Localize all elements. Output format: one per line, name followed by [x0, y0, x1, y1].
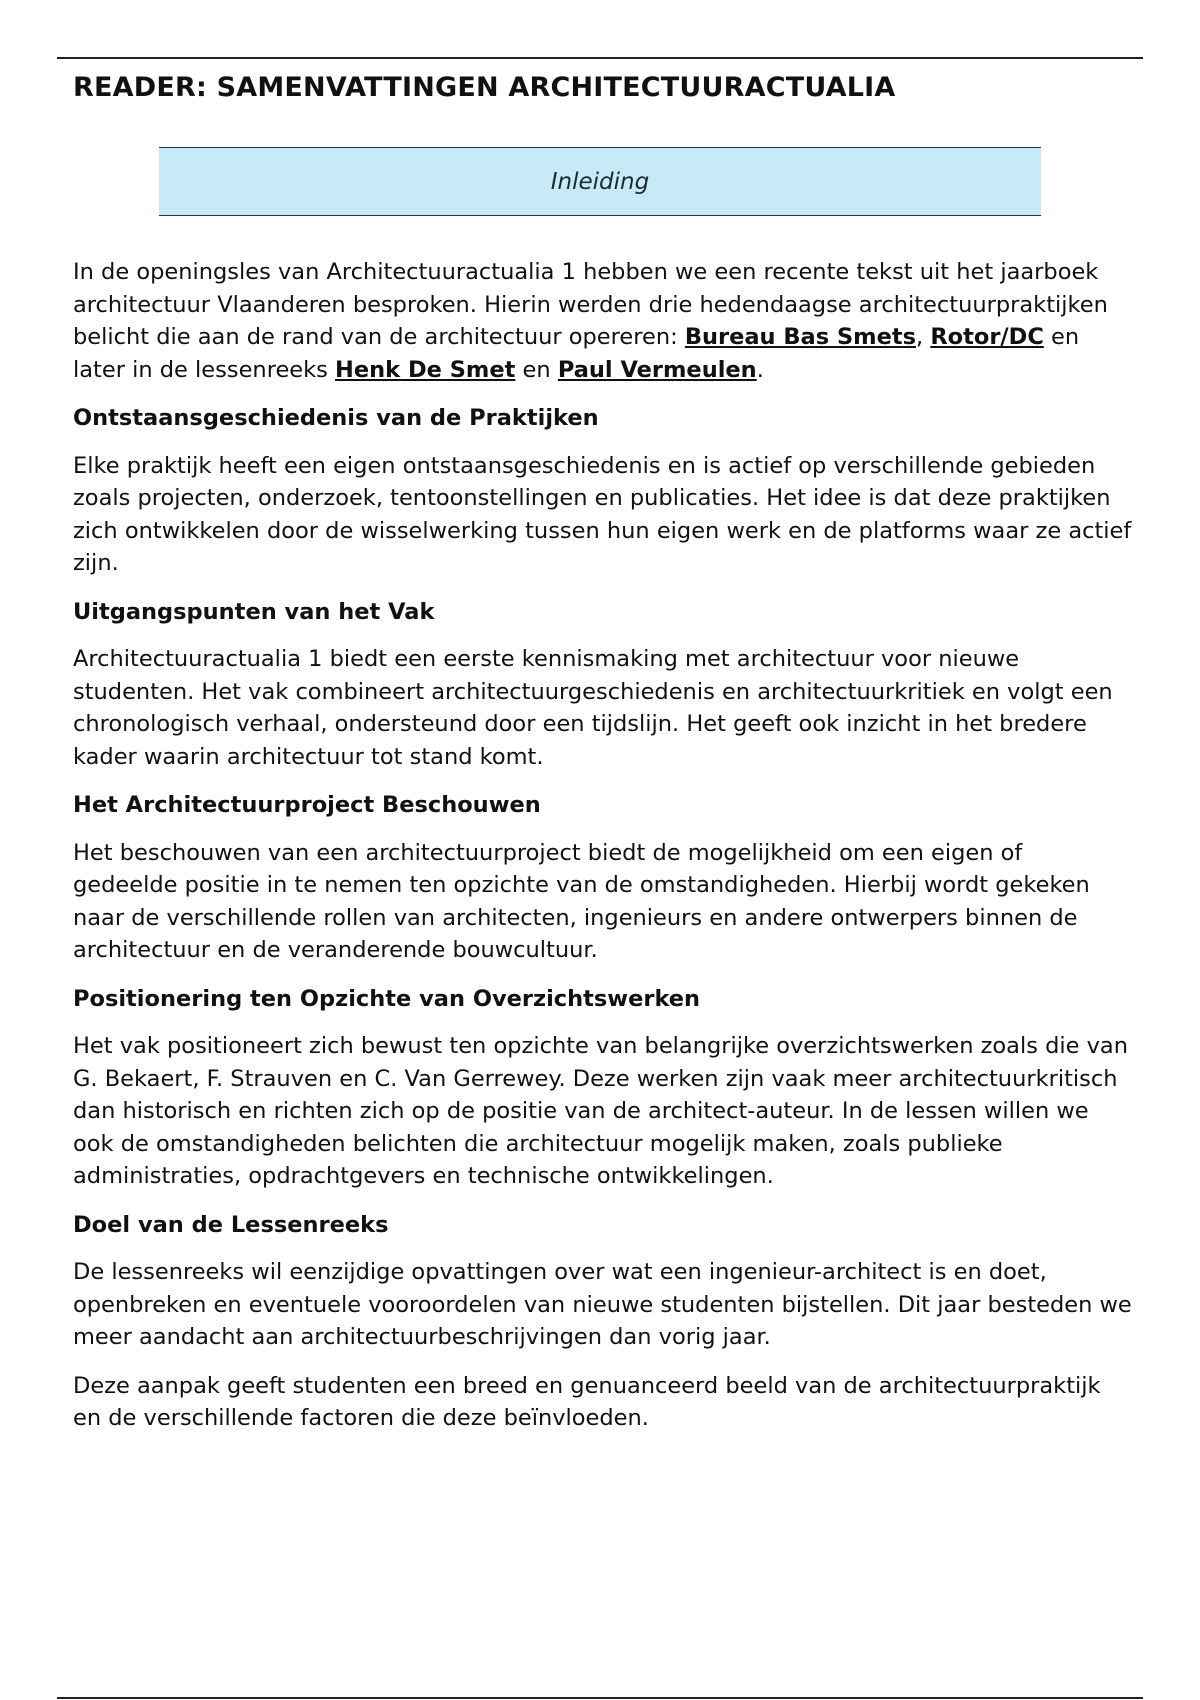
bottom-rule: [57, 1697, 1143, 1699]
intro-text: In de openingsles van Architectuuractualia 1 hebben we een recente tekst uit het jaarboek architectuur Vlaanderen besproken. Hierin werden drie hedendaagse architectuurpraktijken belicht die aan de rand van de architectuur opereren:: [73, 259, 1108, 350]
intro-text: .: [756, 356, 764, 383]
section-paragraph: Elke praktijk heeft een eigen ontstaansgeschiedenis en is actief op verschillende gebieden zoals projecten, onderzoek, tentoonstellingen en publicaties. Het idee is dat deze praktijken zich ontwikkelen door de wisselwerking tussen hun eigen werk en de platforms waar ze actief zijn.: [73, 452, 1132, 576]
intro-heading-box: [159, 147, 1041, 216]
link-rotor-dc[interactable]: Rotor/DC: [930, 324, 1044, 350]
section-paragraph: Deze aanpak geeft studenten een breed en genuanceerd beeld van de architectuurpraktijk en de verschillende factoren die deze beïnvloeden.: [73, 1372, 1101, 1431]
link-bureau-bas-smets[interactable]: Bureau Bas Smets: [684, 324, 917, 350]
intro-separator: ,: [916, 324, 931, 350]
top-rule: [57, 57, 1143, 59]
section-heading: Positionering ten Opzichte van Overzichtswerken: [73, 985, 701, 1012]
section-heading: Doel van de Lessenreeks: [73, 1211, 389, 1238]
section-paragraph: Architectuuractualia 1 biedt een eerste kennismaking met architectuur voor nieuwe studenten. Het vak combineert architectuurgeschiedenis en architectuurkritiek en volgt een chronologisch verhaal, ondersteund door een tijdslijn. Het geeft ook inzicht in het bredere kader waarin architectuur tot stand komt.: [73, 646, 1113, 770]
link-paul-vermeulen[interactable]: Paul Vermeulen: [557, 356, 757, 383]
intro-text: en later in de lessenreeks: [73, 324, 1080, 383]
section-paragraph: Het vak positioneert zich bewust ten opzichte van belangrijke overzichtswerken zoals die van G. Bekaert, F. Strauven en C. Van Gerrewey. Deze werken zijn vaak meer architectuurkritisch dan historisch en richten zich op de positie van de architect-auteur. In de lessen willen we ook de omstandigheden belichten die architectuur mogelijk maken, zoals publieke administraties, opdrachtgevers en technische ontwikkelingen.: [73, 1033, 1128, 1189]
section-heading: Ontstaansgeschiedenis van de Praktijken: [73, 405, 599, 431]
page-title: READER: SAMENVATTINGEN ARCHITECTUURACTUALIA: [73, 72, 896, 103]
intro-heading: Inleiding: [550, 168, 650, 195]
intro-paragraph: [73, 256, 1133, 386]
link-henk-de-smet[interactable]: Henk De Smet: [335, 356, 516, 383]
section-heading: Het Architectuurproject Beschouwen: [73, 792, 541, 818]
section-heading: Uitgangspunten van het Vak: [73, 598, 435, 625]
document-body: [73, 256, 1133, 1451]
section-paragraph: Het beschouwen van een architectuurproject biedt de mogelijkheid om een eigen of gedeelde positie in te nemen ten opzichte van de omstandigheden. Hierbij wordt gekeken naar de verschillende rollen van architecten, ingenieurs en andere ontwerpers binnen de architectuur en de veranderende bouwcultuur.: [73, 839, 1090, 963]
section-paragraph: De lessenreeks wil eenzijdige opvattingen over wat een ingenieur-architect is en doet, openbreken en eventuele vooroordelen van nieuwe studenten bijstellen. Dit jaar besteden we meer aandacht aan architectuurbeschrijvingen dan vorig jaar.: [73, 1259, 1132, 1350]
intro-text: en: [515, 356, 558, 383]
